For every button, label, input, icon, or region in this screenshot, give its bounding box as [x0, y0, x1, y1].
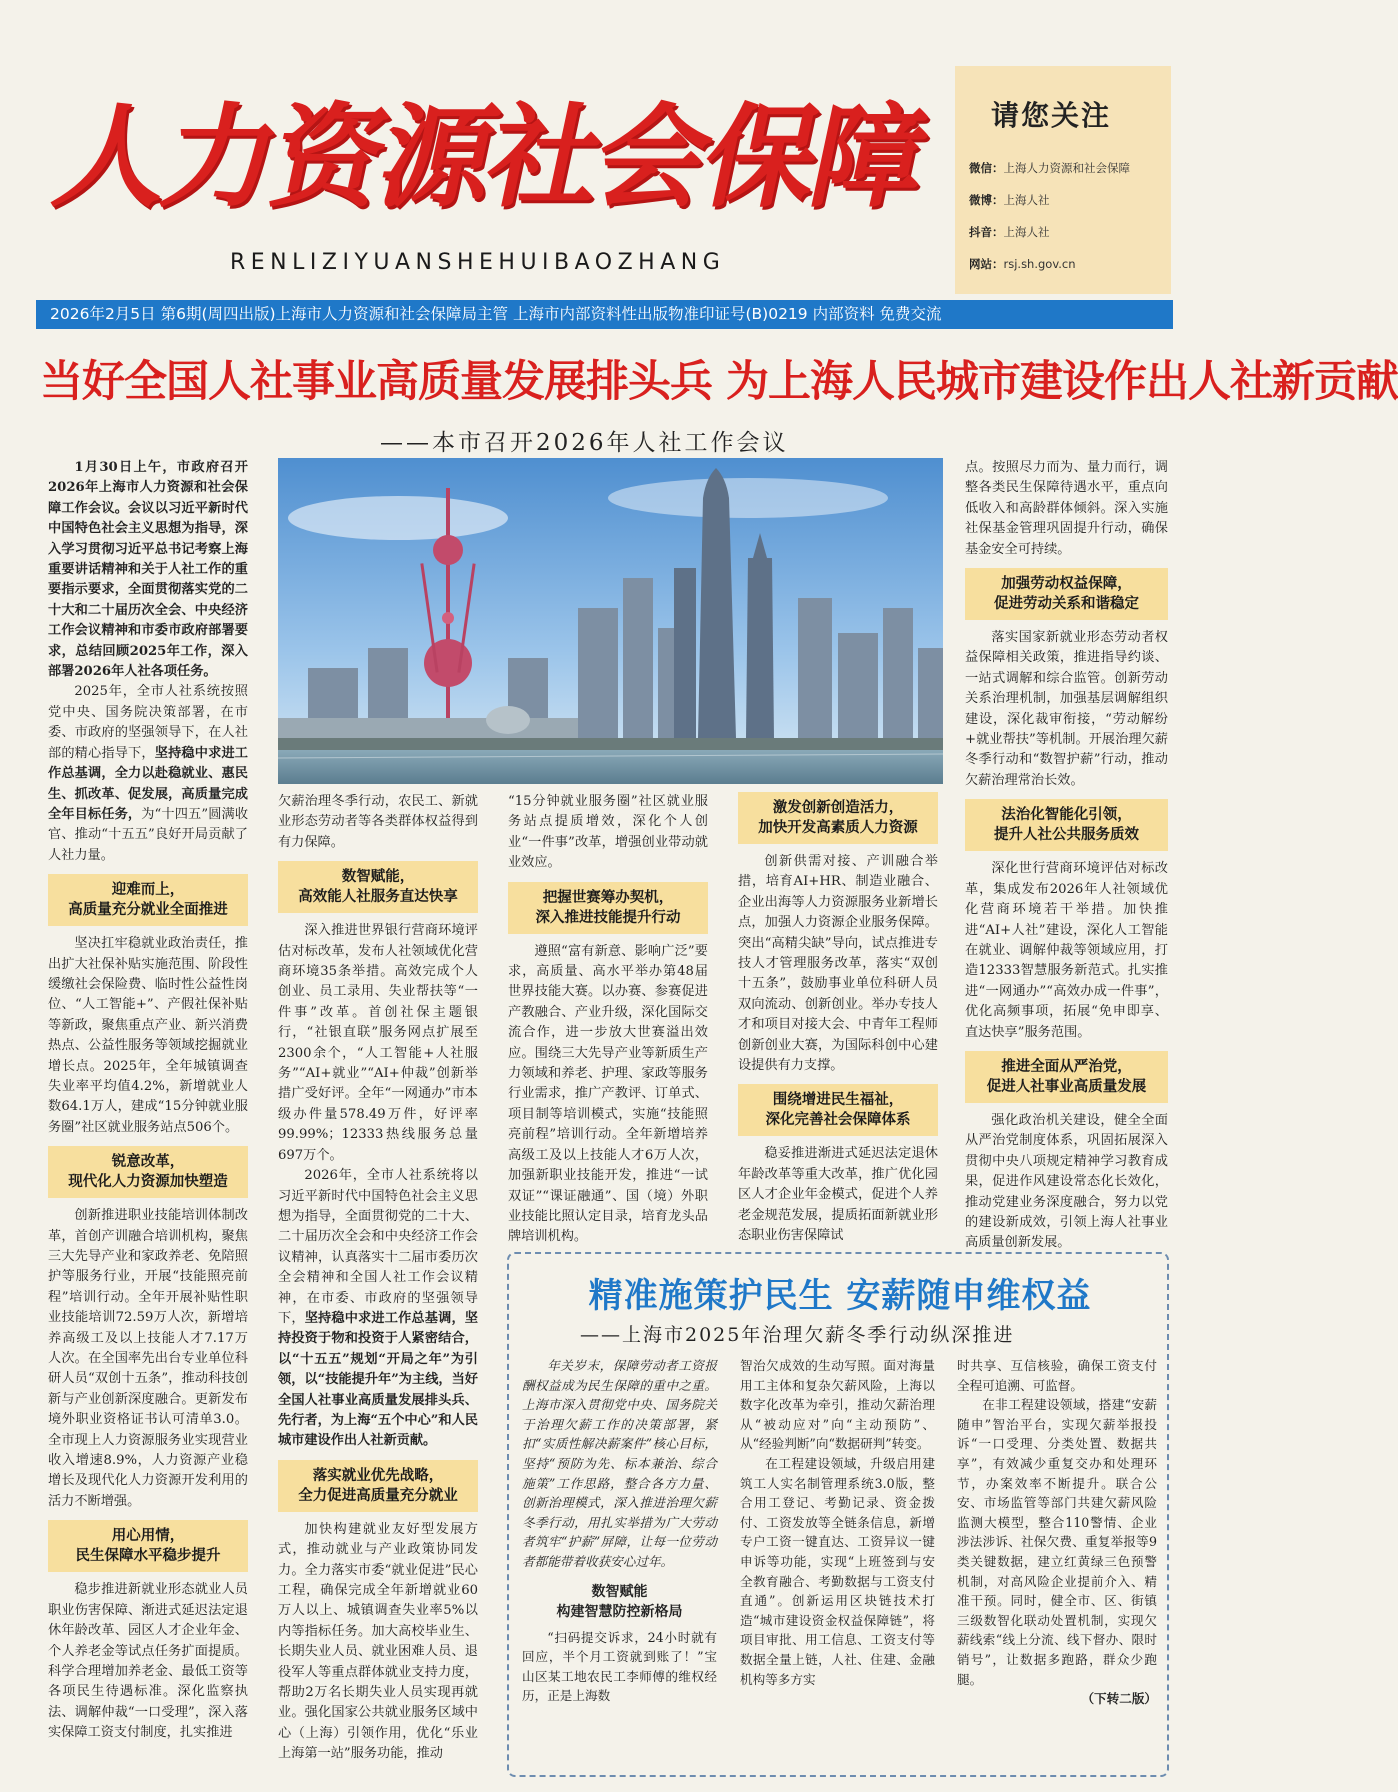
- section-heading: 推进全面从严治党， 促进人社事业高质量发展: [965, 1051, 1168, 1103]
- paragraph: 坚决扛牢稳就业政治责任，推出扩大社保补贴实施范围、阶段性缓缴社会保险费、临时性公益性岗位、“人工智能+”、产假社保补贴等新政，聚焦重点产业、新兴消费热点、公益性服务等领域挖掘就业增长点。2025年，全年城镇调查失业率平均值4.2%，新增就业人数64.1万人，建成“15分钟就业服务圈”社区就业服务站点506个。: [48, 936, 248, 1135]
- paragraph: 落实国家新就业形态劳动者权益保障相关政策，推进指导约谈、一站式调解和综合监管。创新劳动关系治理机制，加强基层调解组织建设，深化裁审衔接，“劳动解纷+就业帮扶”等机制。开展治理欠薪冬季行动和“数智护薪”行动，推动欠薪治理常治长效。: [965, 630, 1168, 788]
- subsection-heading: 数智赋能 构建智慧防控新格局: [556, 1583, 683, 1620]
- skyline-photo: [278, 458, 943, 784]
- paragraph: 深入推进世界银行营商环境评估对标改革，发布人社领域优化营商环境35条举措。高效完成个人创业、员工录用、失业帮扶等“一件事”改革。首创社保主题银行，“社银直联”服务网点扩展至2300余个，“人工智能+人社服务”“AI+就业”“AI+仲裁”创新举措广受好评。全年“一网通办”市本级办件量578.49万件，好评率99.99%；12333热线服务总量697万个。: [278, 923, 478, 1163]
- shanghai-skyline-illustration: [278, 458, 943, 784]
- paragraph: 在非工程建设领域，搭建“安薪随申”智治平台，实现欠薪举报投诉“一口受理、分类处置、数据共享”，有效减少重复交办和处理环节，办案效率不断提升。联合公安、市场监管等部门共建欠薪风险监测大模型，整合110警情、企业涉法涉诉、社保欠费、重复举报等9类关键数据，建立红黄绿三色预警机制，对高风险企业提前介入、精准干预。同时，健全市、区、街镇三级数智化联动处置机制，实现欠薪线索“线上分流、线下督办、限时销号”，让数据多跑路，群众少跑腿。: [957, 1397, 1157, 1687]
- section-heading: 数智赋能， 高效能人社服务直达快享: [278, 861, 478, 913]
- paragraph: 深化世行营商环境评估对标改革，集成发布2026年人社领域优化营商环境若干举措。加快推进“AI+人社”建设，深化人工智能在就业、调解仲裁等领域应用，打造12333智慧服务新范式。扎实推进“一网通办”“高效办成一件事”，优化高频事项，拓展“免申即享、直达快享”服务范围。: [965, 861, 1168, 1040]
- section-heading: 围绕增进民生福祉， 深化完善社会保障体系: [738, 1084, 938, 1136]
- paragraph: 时共享、互信核验，确保工资支付全程可追溯、可监督。: [957, 1358, 1157, 1393]
- paragraph: 创新推进职业技能培训体制改革，首创产训融合培训机构，聚焦三大先导产业和家政养老、免陪照护等服务行业，开展“技能照亮前程”培训行动。全年开展补贴性职业技能培训72.59万人次，新增培养高级工及以上技能人才7.17万人次。在全国率先出台专业单位科研人员“双创十五条”，推动科技创新与产业创新深度融合。更新发布境外职业资格证书认可清单3.0。全市现上人力资源服务业实现营业收入增速8.9%，人力资源产业稳增长及现代化人力资源开发利用的活力不断增强。: [48, 1208, 248, 1509]
- issue-info-bar: 2026年2月5日 第6期(周四出版)上海市人力资源和社会保障局主管 上海市内部资料性出版物准印证号(B)0219 内部资料 免费交流: [36, 300, 1173, 329]
- masthead-pinyin: RENLIZIYUANSHEHUIBAOZHANG: [230, 250, 726, 275]
- continued-note: （下转二版）: [1081, 1691, 1157, 1707]
- section-heading: 法治化智能化引领， 提升人社公共服务质效: [965, 799, 1168, 851]
- follow-title: 请您关注: [991, 99, 1112, 132]
- main-subheadline: ——本市召开2026年人社工作会议: [380, 430, 789, 456]
- paragraph: 欠薪治理冬季行动，农民工、新就业形态劳动者等各类群体权益得到有力保障。: [278, 794, 478, 850]
- paragraph: “扫码提交诉求，24小时就有回应，半个月工资就到账了！”宝山区某工地农民工李师傅的维权经历，正是上海数: [522, 1629, 717, 1704]
- paragraph: 强化政治机关建设，健全全面从严治党制度体系，巩固拓展深入贯彻中央八项规定精神学习教育成果，促进作风建设常态化长效化，推动党建业务深度融合，努力以党的建设新成效，引领上海人社事业高质量创新发展。: [965, 1112, 1168, 1251]
- paragraph: 1月30日上午，市政府召开2026年上海市人力资源和社会保障工作会议。会议以习近平新时代中国特色社会主义思想为指导，深入学习贯彻习近平总书记考察上海重要讲话精神和关于人社工作的重要指示要求，全面贯彻落实党的二十大和二十届历次全会、中央经济工作会议精神和市委市政府部署要求，总结回顾2025年工作，深入部署2026年人社各项任务。: [48, 460, 248, 680]
- section-heading: 落实就业优先战略， 全力促进高质量充分就业: [278, 1460, 478, 1512]
- paragraph: 2026年，全市人社系统将以习近平新时代中国特色社会主义思想为指导，全面贯彻党的二十大、二十届历次全会和中央经济工作会议精神，认真落实十二届市委历次全会精神和全国人社工作会议精神，在市委、市政府的坚强领导下，坚持稳中求进工作总基调，坚持投资于物和投资于人紧密结合，以“十五五”规划“开局之年”为引领，以“技能提升年”为主线，当好全国人社事业高质量发展排头兵、先行者，为上海“五个中心”和人民城市建设作出人社新贡献。: [278, 1168, 478, 1449]
- section-heading: 锐意改革， 现代化人力资源加快塑造: [48, 1146, 248, 1198]
- paragraph: 在工程建设领域，升级启用建筑工人实名制管理系统3.0版，整合用工登记、考勤记录、资金拨付、工资发放等全链条信息，新增专户工资一键直达、工资异议一键申诉等功能，实现“上班签到与安全教育融合、考勤数据与工资支付直通”。创新运用区块链技术打造“城市建设资金权益保障链”，将项目审批、用工信息、工资支付等数据全量上链，人社、住建、金融机构等多方实: [740, 1455, 935, 1687]
- section-heading: 加强劳动权益保障， 促进劳动关系和谐稳定: [965, 568, 1168, 620]
- paragraph: “15分钟就业服务圈”社区就业服务站点提质增效，深化个人创业“一件事”改革，增强创业带动就业效应。: [508, 794, 708, 871]
- section-heading: 用心用情， 民生保障水平稳步提升: [48, 1520, 248, 1572]
- wage-column-3: [957, 1356, 1157, 1709]
- paragraph: 稳妥推进渐进式延迟法定退休年龄改革等重大改革，推广优化园区人才企业年金模式，促进个人养老金规范发展，提质拓面新就业形态职业伤害保障试: [738, 1146, 938, 1244]
- paragraph: 遵照“富有新意、影响广泛”要求，高质量、高水平举办第48届世界技能大赛。以办赛、参赛促进产教融合、产业升级，深化国际交流合作，进一步放大世赛溢出效应。围绕三大先导产业等新质生产力领域和养老、护理、家政等服务行业需求，推广产教评、订单式、项目制等培训模式，实施“技能照亮前程”培训行动。全年新增培养高级工及以上技能人才6万人次，加强新职业技能开发，推进“一试双证”“课证融通”、国（境）外职业技能比照认定目录，培育龙头品牌培训机构。: [508, 943, 708, 1245]
- paragraph: 年关岁末，保障劳动者工资报酬权益成为民生保障的重中之重。上海市深入贯彻党中央、国务院关于治理欠薪工作的决策部署，紧扣“实质性解决薪案件”核心目标，坚持“预防为先、标本兼治、综合施策”工作思路，整合各方力量、创新治理模式，深入推进治理欠薪冬季行动，用扎实举措为广大劳动者筑牢“护薪”屏障，让每一位劳动者都能带着收获安心过年。: [522, 1358, 717, 1569]
- section-heading: 激发创新创造活力， 加快开发高素质人力资源: [738, 792, 938, 844]
- follow-wechat: 微信：上海人力资源和社会保障: [969, 161, 1130, 175]
- paragraph: 智治欠成效的生动写照。面对海量用工主体和复杂欠薪风险，上海以数字化改革为牵引，推动欠薪治理从“被动应对”向“主动预防”、从“经验判断”向“数据研判”转变。: [740, 1358, 935, 1452]
- section-heading: 迎难而上， 高质量充分就业全面推进: [48, 874, 248, 926]
- follow-website[interactable]: 网站：rsj.sh.gov.cn: [969, 257, 1076, 271]
- article-column-5: [965, 458, 1168, 1254]
- article-column-4: [738, 792, 938, 1247]
- article-column-1: [48, 458, 248, 1744]
- masthead-title: 人力资源社会保障: [44, 92, 937, 223]
- section-heading: 把握世赛筹办契机， 深入推进技能提升行动: [508, 882, 708, 934]
- wage-column-2: [740, 1356, 935, 1689]
- paragraph: 稳步推进新就业形态就业人员职业伤害保障、渐进式延迟法定退休年龄改革、园区人才企业年金、个人养老金等试点任务扩面提质。科学合理增加养老金、最低工资等各项民生待遇标准。深化监察执法、调解仲裁“一口受理”，深入落实保障工资支付制度，扎实推进: [48, 1582, 248, 1741]
- follow-weibo: 微博：上海人社: [969, 193, 1050, 207]
- paragraph: 2025年，全市人社系统按照党中央、国务院决策部署，在市委、市政府的坚强领导下，在人社部的精心指导下，坚持稳中求进工作总基调，全力以赴稳就业、惠民生、抓改革、促发展，高质量完成全年目标任务，为“十四五”圆满收官、推动“十五五”良好开局贡献了人社力量。: [48, 684, 249, 863]
- main-headline: 当好全国人社事业高质量发展排头兵 为上海人民城市建设作出人社新贡献: [40, 357, 1398, 407]
- article-column-3: [508, 792, 708, 1248]
- follow-box: [955, 66, 1171, 294]
- wage-article-title: 精准施策护民生 安薪随申维权益: [588, 1276, 1092, 1316]
- article-column-2: [278, 792, 478, 1765]
- paragraph: 点。按照尽力而为、量力而行，调整各类民生保障待遇水平，重点向低收入和高龄群体倾斜。深入实施社保基金管理巩固提升行动，确保基金安全可持续。: [965, 460, 1168, 557]
- follow-douyin: 抖音：上海人社: [969, 225, 1050, 239]
- paragraph: 创新供需对接、产训融合举措，培育AI+HR、制造业融合、企业出海等人力资源服务业新增长点，加强人力资源企业服务保障。突出“高精尖缺”导向，试点推进专技人才管理服务改革，落实“双创十五条”，鼓励事业单位科研人员双向流动、创新创业。举办专技人才和项目对接大会、中青年工程师创新创业大赛，为国际科创中心建设提供有力支撑。: [738, 854, 938, 1074]
- paragraph: 加快构建就业友好型发展方式，推动就业与产业政策协同发力。全力落实市委“就业促进”民心工程，确保完成全年新增就业60万人以上、城镇调查失业率5%以内等指标任务。加大高校毕业生、长期失业人员、就业困难人员、退役军人等重点群体就业支持力度，帮助2万名长期失业人员实现再就业。强化国家公共就业服务区域中心（上海）引领作用，优化“乐业上海第一站”服务功能，推动: [278, 1521, 478, 1762]
- wage-column-1: [522, 1356, 717, 1706]
- wage-article-subtitle: ——上海市2025年治理欠薪冬季行动纵深推进: [580, 1324, 1015, 1346]
